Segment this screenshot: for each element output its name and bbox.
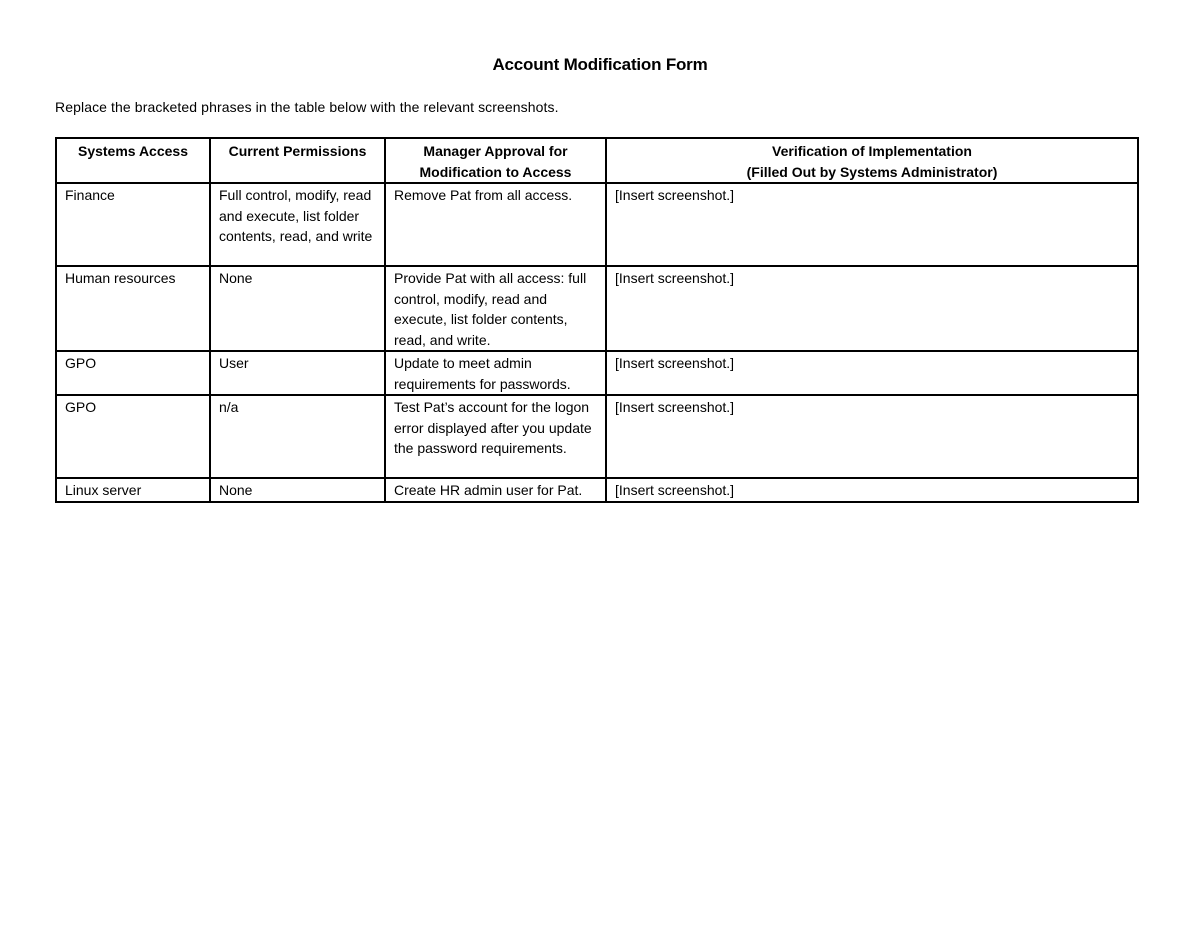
header-verification: Verification of Implementation (Filled Out by Systems Administrator)	[606, 138, 1138, 183]
header-current-permissions: Current Permissions	[210, 138, 385, 183]
table-row	[56, 183, 1138, 266]
table-row	[56, 351, 1138, 395]
cell-permissions: User	[210, 351, 385, 395]
cell-approval: Provide Pat with all access: full control, modify, read and execute, list folder contents, read, and write.	[385, 266, 606, 351]
cell-verification[interactable]: [Insert screenshot.]	[606, 183, 1138, 266]
cell-permissions: None	[210, 478, 385, 502]
table-row	[56, 266, 1138, 351]
page-title: Account Modification Form	[492, 55, 708, 74]
header-systems-access: Systems Access	[56, 138, 210, 183]
cell-verification[interactable]: [Insert screenshot.]	[606, 266, 1138, 351]
cell-system: GPO	[56, 351, 210, 395]
cell-permissions: n/a	[210, 395, 385, 478]
cell-approval: Remove Pat from all access.	[385, 183, 606, 266]
cell-approval: Create HR admin user for Pat.	[385, 478, 606, 502]
cell-verification[interactable]: [Insert screenshot.]	[606, 351, 1138, 395]
cell-system: Finance	[56, 183, 210, 266]
cell-approval: Test Pat’s account for the logon error displayed after you update the password requirements.	[385, 395, 606, 478]
cell-permissions: None	[210, 266, 385, 351]
cell-system: GPO	[56, 395, 210, 478]
header-manager-approval: Manager Approval for Modification to Access	[385, 138, 606, 183]
table-header-row	[56, 138, 1138, 183]
cell-system: Linux server	[56, 478, 210, 502]
table-row	[56, 478, 1138, 502]
cell-system: Human resources	[56, 266, 210, 351]
cell-verification[interactable]: [Insert screenshot.]	[606, 395, 1138, 478]
cell-approval: Update to meet admin requirements for passwords.	[385, 351, 606, 395]
table-row	[56, 395, 1138, 478]
instructions-text: Replace the bracketed phrases in the table below with the relevant screenshots.	[55, 99, 559, 115]
account-modification-table	[55, 137, 1139, 503]
cell-verification[interactable]: [Insert screenshot.]	[606, 478, 1138, 502]
cell-permissions: Full control, modify, read and execute, list folder contents, read, and write	[210, 183, 385, 266]
